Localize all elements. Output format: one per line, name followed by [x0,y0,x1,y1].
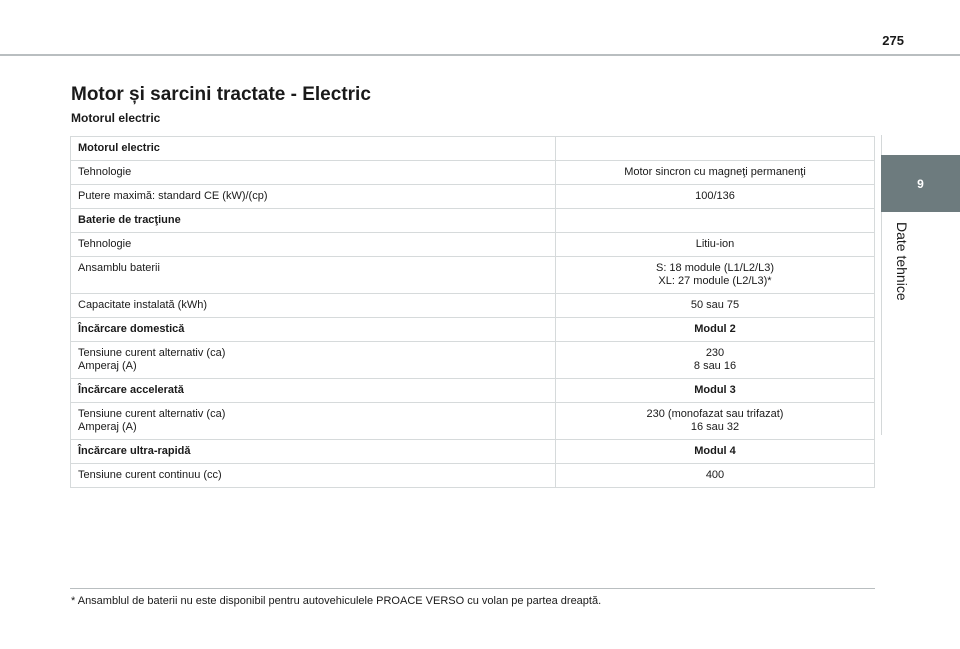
table-cell-value: Modul 3 [556,379,875,403]
table-cell-label [71,294,556,318]
chapter-label-container [872,222,932,322]
cell-line: XL: 27 module (L2/L3)* [658,275,772,287]
table-cell-label [71,403,556,440]
footnote: * Ansamblul de baterii nu este disponibil pentru autovehiculele PROACE VERSO cu volan pe partea dreaptă. [71,595,602,607]
table-row [71,342,875,379]
cell-line: Tensiune curent alternativ (ca) [78,347,226,359]
cell-line: Tehnologie [78,166,132,178]
cell-line: Putere maximă: standard CE (kW)/(cp) [78,190,268,202]
table-cell-value: Modul 2 [556,318,875,342]
table-cell-label [71,185,556,209]
cell-line: 230 (monofazat sau trifazat) [646,408,784,420]
page-title: Motor și sarcini tractate - Electric [71,84,371,105]
section-subtitle: Motorul electric [71,111,161,125]
cell-line: 16 sau 32 [690,421,740,433]
cell-line: 100/136 [695,190,735,202]
specs-table [70,136,875,488]
table-row [71,464,875,488]
table-section-row [71,440,875,464]
table-cell-label: Încărcare domestică [71,318,556,342]
table-section-row [71,379,875,403]
table-cell-value: Modul 4 [556,440,875,464]
table-cell-label: Încărcare accelerată [71,379,556,403]
table-row [71,161,875,185]
table-cell-label [71,257,556,294]
table-cell-value [556,209,875,233]
table-cell-label: Încărcare ultra-rapidă [71,440,556,464]
cell-line: 400 [705,469,725,481]
chapter-tab[interactable] [881,155,960,212]
table-cell-label [71,233,556,257]
table-cell-label [71,161,556,185]
table-cell-value [556,294,875,318]
table-cell-value [556,137,875,161]
table-row [71,257,875,294]
table-section-row [71,209,875,233]
table-cell-value [556,161,875,185]
chapter-number: 9 [917,176,924,191]
cell-line: Litiu-ion [695,238,735,250]
table-cell-value [556,185,875,209]
cell-line: Amperaj (A) [78,360,137,372]
cell-line: Tensiune curent continuu (cc) [78,469,222,481]
table-cell-label [71,342,556,379]
table-cell-value [556,257,875,294]
cell-line: Tensiune curent alternativ (ca) [78,408,226,420]
table-cell-value [556,464,875,488]
table-row [71,233,875,257]
cell-line: Ansamblu baterii [78,262,160,274]
cell-line: 50 sau 75 [690,299,740,311]
cell-line: Tehnologie [78,238,132,250]
cell-line: Motor sincron cu magneţi permanenţi [624,166,806,178]
table-cell-value [556,342,875,379]
cell-line: Amperaj (A) [78,421,137,433]
table-section-row [71,137,875,161]
header-rule [0,54,960,56]
table-cell-label: Baterie de tracţiune [71,209,556,233]
page-number: 275 [882,33,904,48]
footnote-rule [70,588,875,589]
table-cell-label [71,464,556,488]
cell-line: 230 [705,347,725,359]
specs-table-body [71,137,875,488]
table-cell-label: Motorul electric [71,137,556,161]
table-row [71,185,875,209]
table-row [71,403,875,440]
table-section-row [71,318,875,342]
table-cell-value [556,403,875,440]
cell-line: S: 18 module (L1/L2/L3) [655,262,775,274]
cell-line: Capacitate instalată (kWh) [78,299,207,311]
table-cell-value [556,233,875,257]
cell-line: 8 sau 16 [693,360,737,372]
table-row [71,294,875,318]
chapter-label: Date tehnice [894,222,910,301]
